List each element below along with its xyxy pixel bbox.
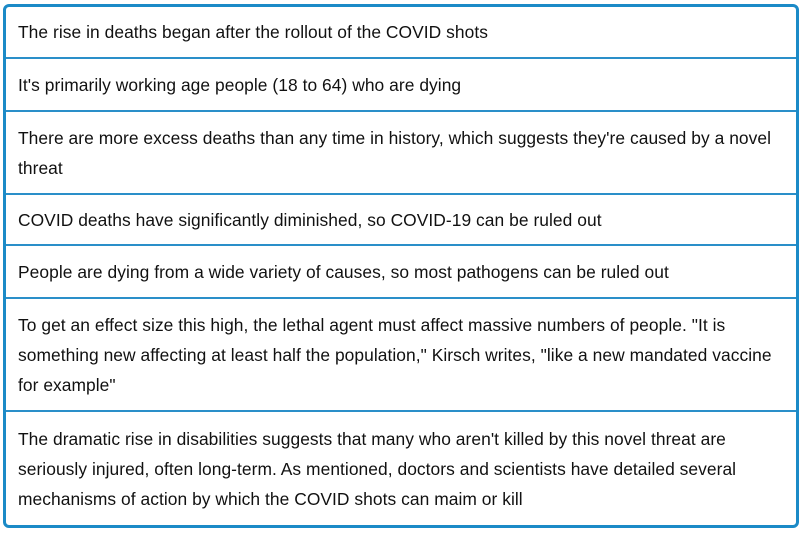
table-row <box>6 246 796 299</box>
row-text: People are dying from a wide variety of causes, so most pathogens can be ruled out <box>18 261 669 282</box>
row-text: The dramatic rise in disabilities suggests that many who aren't killed by this novel threat are seriously injured, often long-term. As mentioned, doctors and scientists have detailed several mechanisms of action by which the COVID shots can maim or kill <box>18 428 737 509</box>
table-row <box>6 412 796 525</box>
table-row <box>6 7 796 59</box>
claims-table <box>3 4 799 528</box>
table-row <box>6 59 796 112</box>
row-text: There are more excess deaths than any time in history, which suggests they're caused by a novel threat <box>18 127 772 178</box>
table-row <box>6 112 796 195</box>
row-text: To get an effect size this high, the lethal agent must affect massive numbers of people. "It is something new affecting at least half the population," Kirsch writes, "like a new mandated vaccine for example" <box>18 314 772 395</box>
row-text: The rise in deaths began after the rollout of the COVID shots <box>18 22 488 42</box>
row-text: COVID deaths have significantly diminished, so COVID-19 can be ruled out <box>18 209 602 230</box>
table-row <box>6 195 796 246</box>
table-row <box>6 299 796 412</box>
row-text: It's primarily working age people (18 to 64) who are dying <box>18 74 462 95</box>
